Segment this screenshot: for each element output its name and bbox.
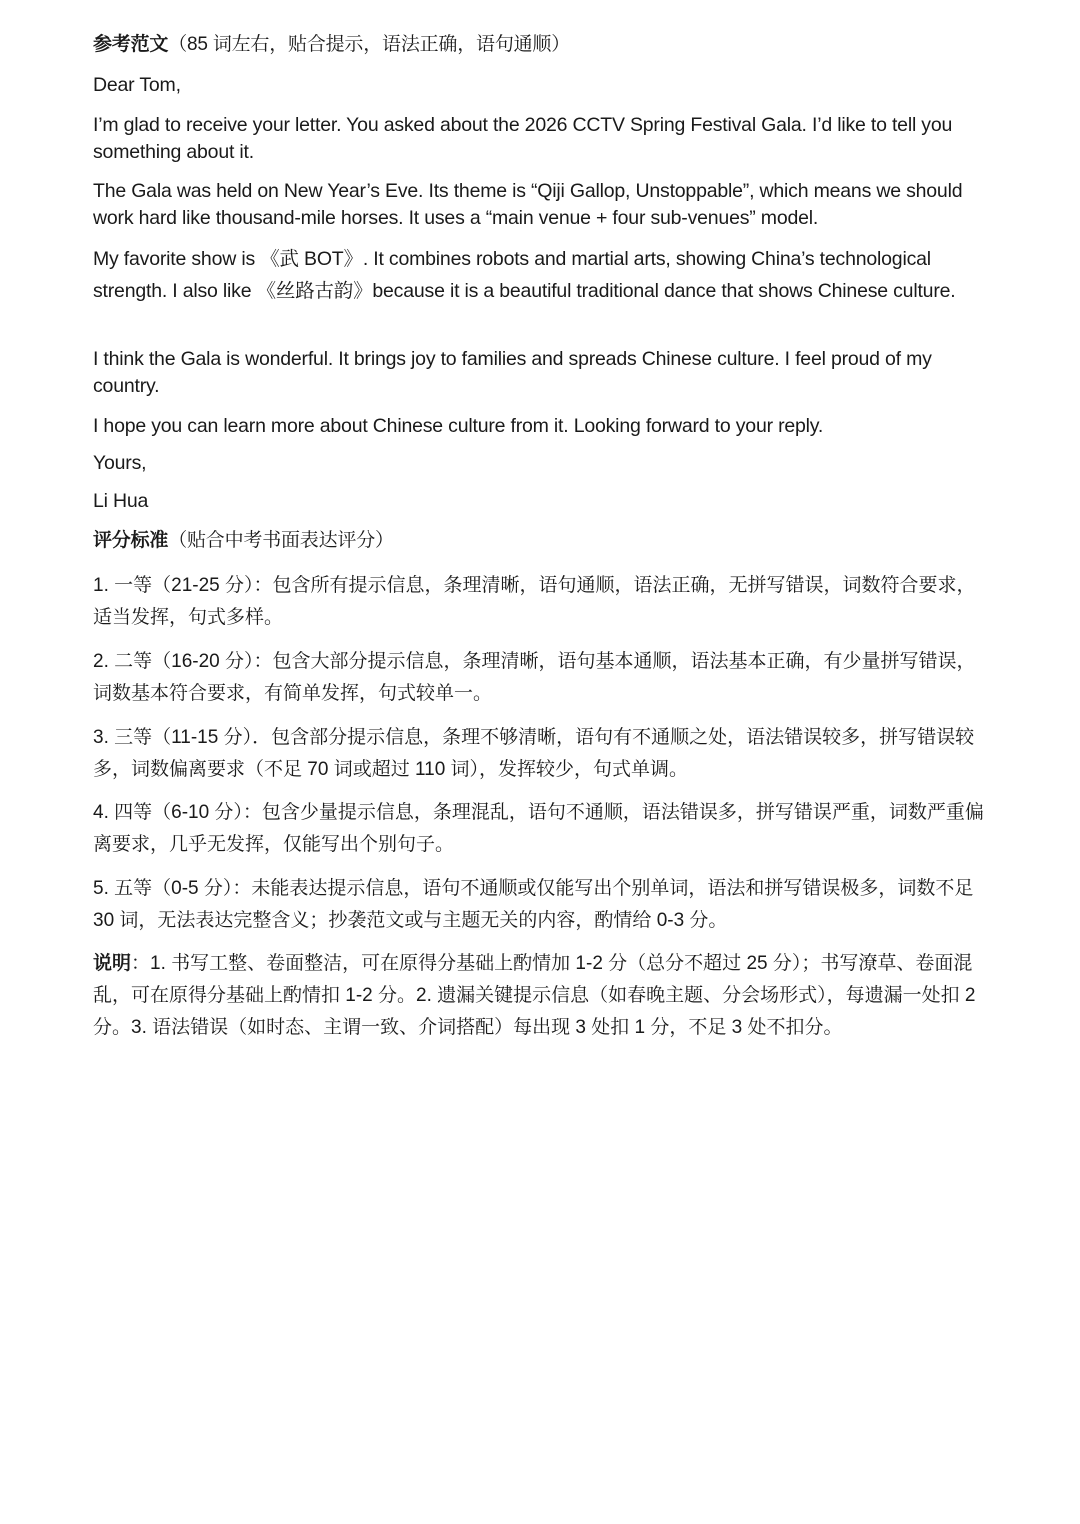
letter-salutation: Dear Tom, xyxy=(93,74,181,96)
letter-paragraph-3: My favorite show is 《武 BOT》. It combines robots and martial arts, showing China’s technological strength. I also like 《丝路古韵》because it is a beautiful traditional dance that shows Chinese culture. xyxy=(93,248,956,302)
criteria-heading xyxy=(93,526,394,556)
letter-closing: Yours, xyxy=(93,452,147,474)
criteria-subtitle: （贴合中考书面表达评分） xyxy=(168,530,394,551)
criteria-item-3: 3. 三等（11-15 分）．包含部分提示信息，条理不够清晰，语句有不通顺之处，语法错误较多，拼写错误较多，词数偏离要求（不足 70 词或超过 110 词），发挥较少，句式单调。 xyxy=(93,727,975,780)
criteria-item-2: 2. 二等（16-20 分）：包含大部分提示信息，条理清晰，语句基本通顺，语法基本正确，有少量拼写错误，词数基本符合要求，有简单发挥，句式较单一。 xyxy=(93,651,976,704)
letter-signature: Li Hua xyxy=(93,490,149,512)
sample-essay-heading xyxy=(93,30,570,60)
letter-paragraph-2: The Gala was held on New Year’s Eve. Its theme is “Qiji Gallop, Unstoppable”, which means we should work hard like thousand-mile horses. It uses a “main venue + four sub-venues” model. xyxy=(93,180,963,229)
notes-label: 说明 xyxy=(93,953,132,974)
criteria-item-5: 5. 五等（0-5 分）：未能表达提示信息，语句不通顺或仅能写出个别单词，语法和拼写错误极多，词数不足 30 词，无法表达完整含义；抄袭范文或与主题无关的内容，酌情给 0-3 分。 xyxy=(93,878,974,931)
letter-paragraph-1: I’m glad to receive your letter. You asked about the 2026 CCTV Spring Festival Gala. I’d like to tell you something about it. xyxy=(93,114,953,163)
letter-paragraph-5: I hope you can learn more about Chinese culture from it. Looking forward to your reply. xyxy=(93,415,824,437)
letter-paragraph-4: I think the Gala is wonderful. It brings joy to families and spreads Chinese culture. I feel proud of my country. xyxy=(93,348,932,397)
sample-essay-title: 参考范文 xyxy=(93,34,169,55)
criteria-item-1: 1. 一等（21-25 分）：包含所有提示信息，条理清晰，语句通顺，语法正确，无拼写错误，词数符合要求，适当发挥，句式多样。 xyxy=(93,575,976,628)
scoring-notes xyxy=(93,948,993,1044)
sample-essay-subtitle: （85 词左右，贴合提示，语法正确，语句通顺） xyxy=(168,34,571,55)
criteria-item-4: 4. 四等（6-10 分）：包含少量提示信息，条理混乱，语句不通顺，语法错误多，拼写错误严重，词数严重偏离要求，几乎无发挥，仅能写出个别句子。 xyxy=(93,802,984,855)
criteria-title: 评分标准 xyxy=(93,530,169,551)
notes-text: ：1. 书写工整、卷面整洁，可在原得分基础上酌情加 1-2 分（总分不超过 25 分）；书写潦草、卷面混乱，可在原得分基础上酌情扣 1-2 分。2. 遗漏关键提示信息（如春晚主题、分会场形式），每遗漏一处扣 2 分。3. 语法错误（如时态、主谓一致、介词搭配）每出现 3 处扣 1 分，不足 3 处不扣分。 xyxy=(93,953,976,1038)
